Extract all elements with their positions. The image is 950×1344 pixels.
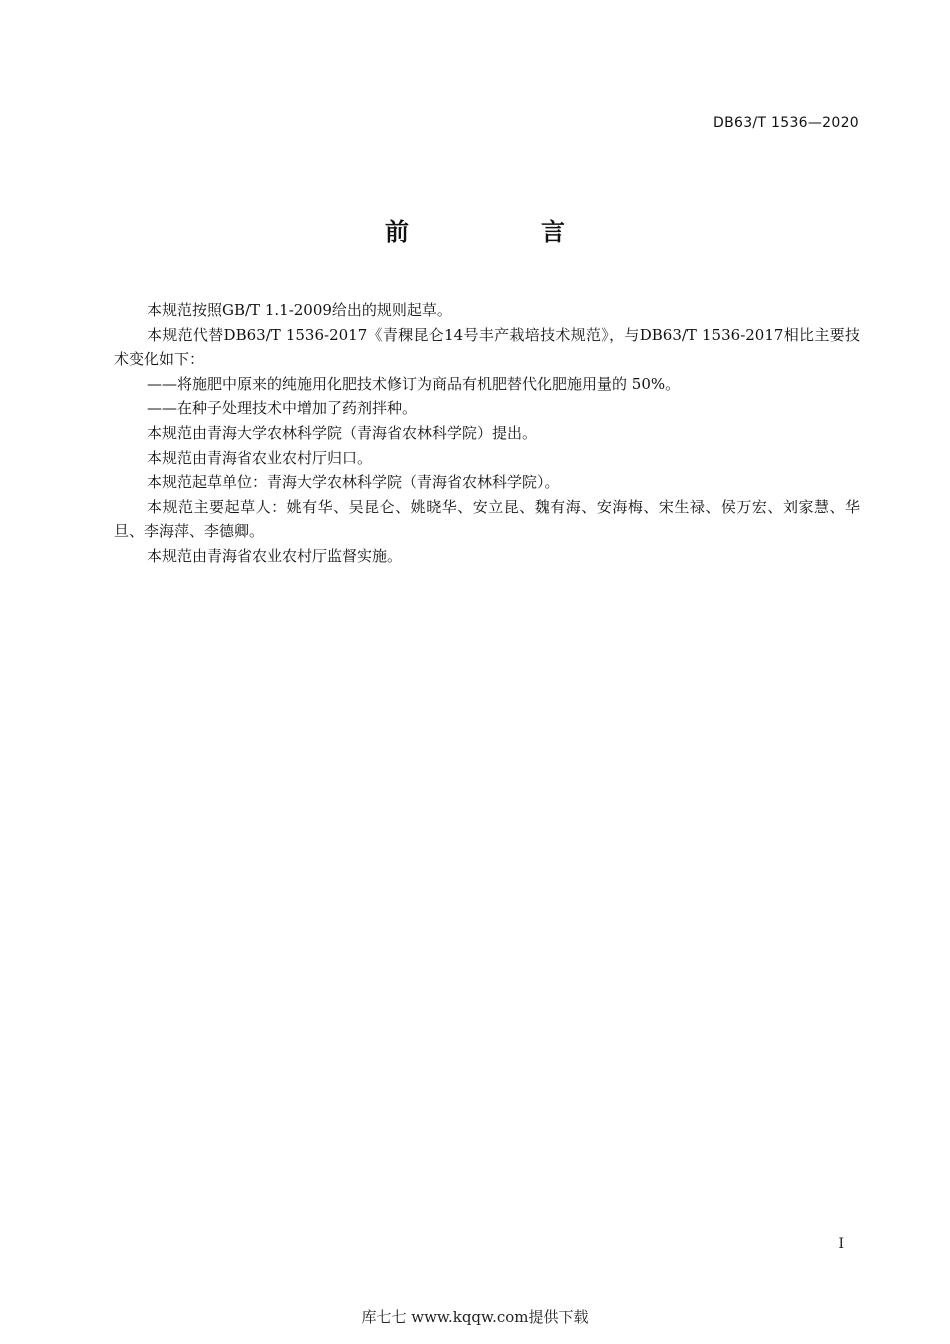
foreword-body: [114, 298, 860, 569]
paragraph: 本规范按照GB/T 1.1-2009给出的规则起草。: [147, 301, 452, 319]
page-number: I: [838, 1236, 844, 1252]
paragraph: 本规范由青海大学农林科学院（青海省农林科学院）提出。: [147, 423, 538, 442]
paragraph: 本规范由青海省农业农村厅归口。: [147, 448, 373, 467]
paragraph: ——在种子处理技术中增加了药剂拌种。: [147, 399, 418, 418]
paragraph: 本规范主要起草人：姚有华、吴昆仑、姚晓华、安立昆、魏有海、安海梅、宋生禄、侯万宏、刘家慧、华旦、李海萍、李德卿。: [114, 497, 860, 541]
paragraph: 本规范代替DB63/T 1536-2017《青稞昆仑14号丰产栽培技术规范》，与DB63/T 1536-2017相比主要技术变化如下：: [114, 325, 860, 369]
paragraph: ——将施肥中原来的纯施用化肥技术修订为商品有机肥替代化肥施用量的 50%。: [147, 374, 681, 393]
paragraph: 本规范由青海省农业农村厅监督实施。: [147, 546, 403, 565]
paragraph: 本规范起草单位：青海大学农林科学院（青海省农林科学院）。: [147, 473, 560, 492]
page-title: 前 言: [385, 218, 619, 246]
document-code: DB63/T 1536—2020: [713, 115, 859, 131]
download-watermark: 库七七 www.kqqw.com提供下载: [361, 1308, 589, 1326]
